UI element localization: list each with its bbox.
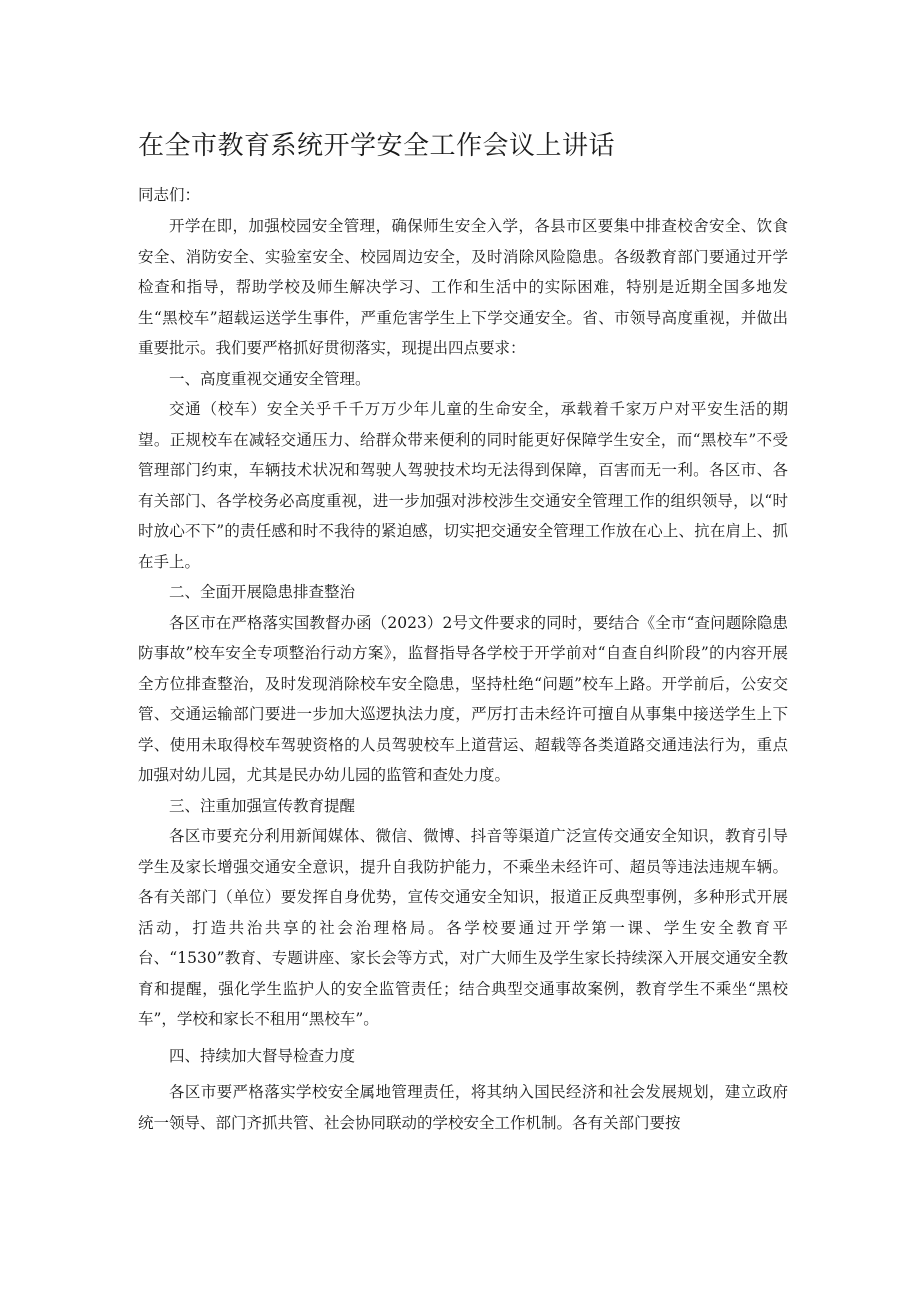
section-body-3: 各区市要充分利用新闻媒体、微信、微博、抖音等渠道广泛宣传交通安全知识，教育引导学生及家长增强交通安全意识，提升自我防护能力，不乘坐未经许可、超员等违法违规车辆。各有关部门（单位）要发挥自身优势，宣传交通安全知识，报道正反典型事例，多种形式开展活动，打造共治共享的社会治理格局。各学校要通过开学第一课、学生安全教育平台、“1530”教育、专题讲座、家长会等方式，对广大师生及学生家长持续深入开展交通安全教育和提醒，强化学生监护人的安全监管责任；结合典型交通事故案例，教育学生不乘坐“黑校车”，学校和家长不租用“黑校车”。 [138, 827, 788, 1028]
section-body-1: 交通（校车）安全关乎千千万万少年儿童的生命安全，承载着千家万户对平安生活的期望。正规校车在减轻交通压力、给群众带来便利的同时能更好保障学生安全，而“黑校车”不受管理部门约束，车辆技术状况和驾驶人驾驶技术均无法得到保障，百害而无一利。各区市、各有关部门、各学校务必高度重视，进一步加强对涉校涉生交通安全管理工作的组织领导，以“时时放心不下”的责任感和时不我待的紧迫感，切实把交通安全管理工作放在心上、抗在肩上、抓在手上。 [138, 400, 788, 571]
section-heading-1: 一、高度重视交通安全管理。 [169, 369, 371, 388]
page-title: 在全市教育系统开学安全工作会议上讲话 [138, 131, 616, 161]
section-heading-4: 四、持续加大督导检查力度 [169, 1046, 356, 1065]
section-body-2: 各区市在严格落实国教督办函（2023）2号文件要求的同时，要结合《全市“查问题除隐患防事故”校车安全专项整治行动方案》，监督指导各学校于开学前对“自查自纠阶段”的内容开展全方位排查整治，及时发现消除校车安全隐患，坚持杜绝“问题”校车上路。开学前后，公安交管、交通运输部门要进一步加大巡逻执法力度，严厉打击未经许可擅自从事集中接送学生上下学、使用未取得校车驾驶资格的人员驾驶校车上道营运、超载等各类道路交通违法行为，重点加强对幼儿园，尤其是民办幼儿园的监管和查处力度。 [138, 613, 788, 784]
document-page [138, 128, 788, 1138]
salutation: 同志们： [138, 186, 201, 204]
section-heading-2: 二、全面开展隐患排查整治 [169, 583, 356, 601]
section-heading-3: 三、注重加强宣传教育提醒 [169, 796, 356, 815]
intro-paragraph: 开学在即，加强校园安全管理，确保师生安全入学，各县市区要集中排查校舍安全、饮食安全、消防安全、实验室安全、校园周边安全，及时消除风险隐患。各级教育部门要通过开学检查和指导，帮助学校及师生解决学习、工作和生活中的实际困难，特别是近期全国多地发生“黑校车”超载运送学生事件，严重危害学生上下学交通安全。省、市领导高度重视，并做出重要批示。我们要严格抓好贯彻落实，现提出四点要求： [138, 217, 788, 357]
section-body-4: 各区市要严格落实学校安全属地管理责任，将其纳入国民经济和社会发展规划，建立政府统一领导、部门齐抓共管、社会协同联动的学校安全工作机制。各有关部门要按 [138, 1083, 788, 1132]
